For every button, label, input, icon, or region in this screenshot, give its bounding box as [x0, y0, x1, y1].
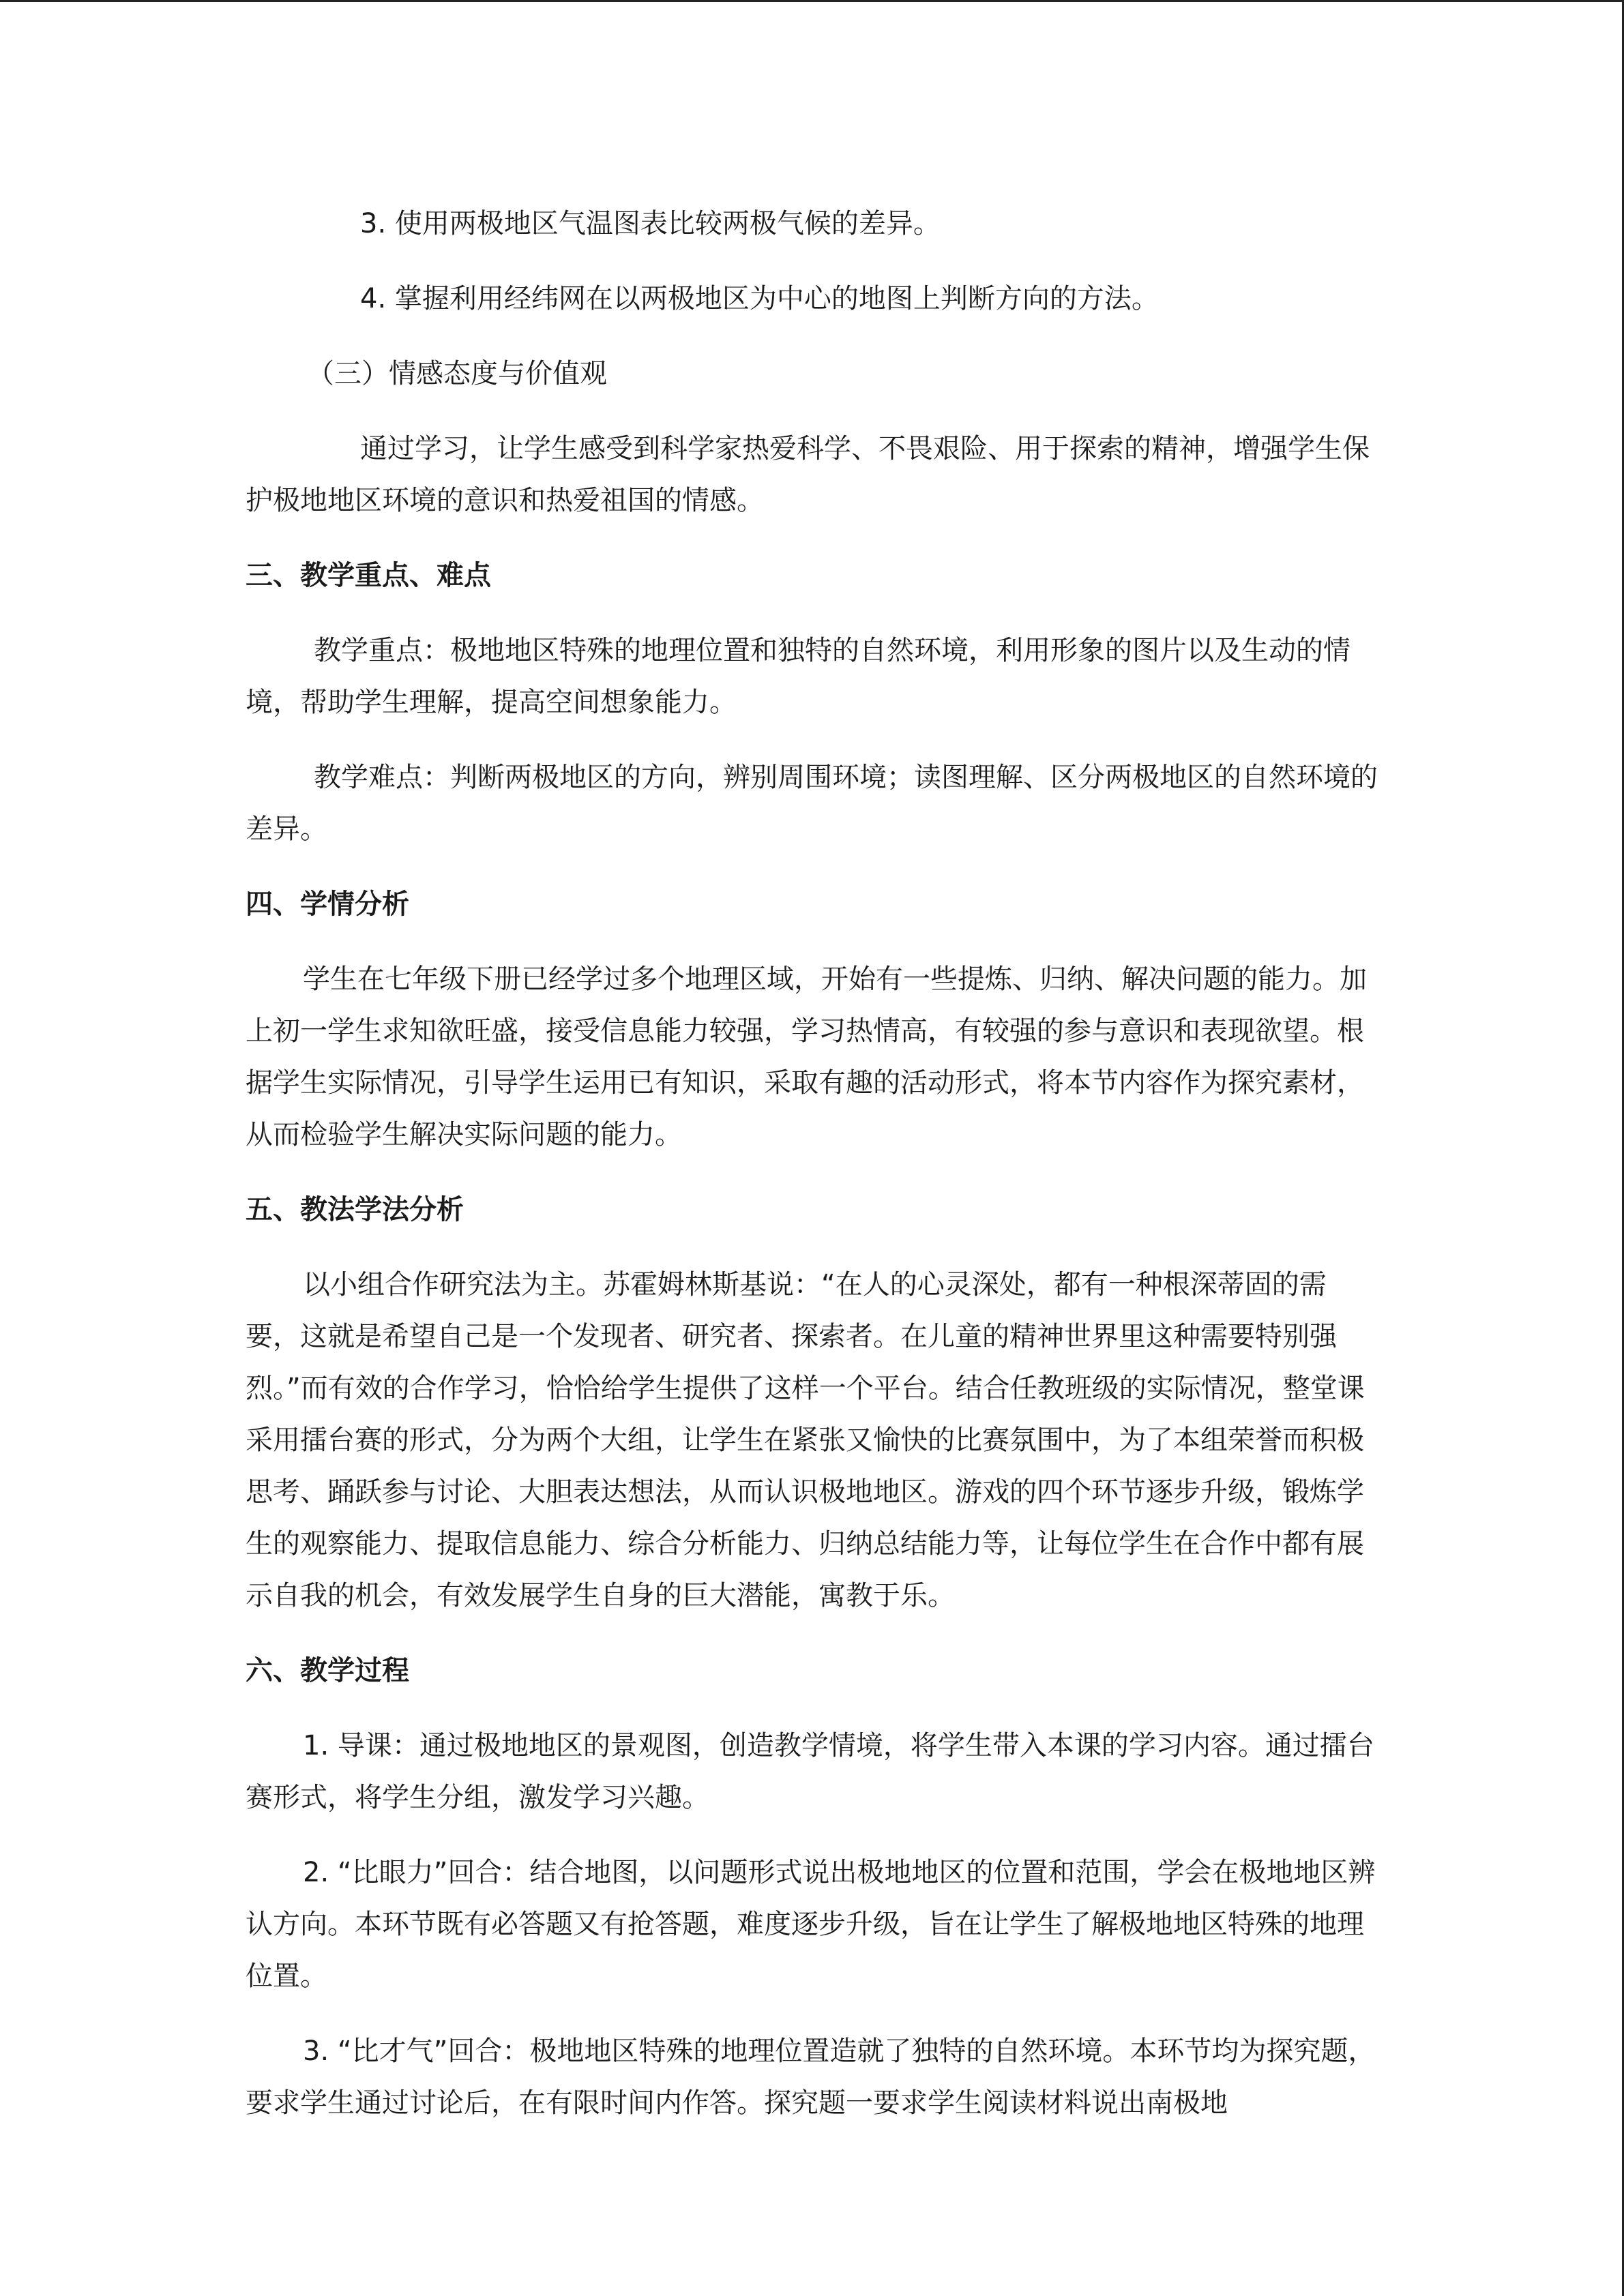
- objective-item-3: 3. 使用两极地区气温图表比较两极气候的差异。: [360, 208, 941, 239]
- objective-item-4: 4. 掌握利用经纬网在以两极地区为中心的地图上判断方向的方法。: [360, 283, 1159, 314]
- process-step-3: 3. “比才气”回合：极地地区特殊的地理位置造就了独特的自然环境。本环节均为探究题，要求学生通过讨论后，在有限时间内作答。探究题一要求学生阅读材料说出南极地: [246, 2036, 1376, 2119]
- emotion-paragraph: 通过学习，让学生感受到科学家热爱科学、不畏艰险、用于探索的精神，增强学生保护极地地区环境的意识和热爱祖国的情感。: [246, 433, 1370, 516]
- difficulty-paragraph: 教学难点：判断两极地区的方向，辨别周围环境；读图理解、区分两极地区的自然环境的差异。: [246, 762, 1378, 845]
- process-step-1: 1. 导课：通过极地地区的景观图，创造教学情境，将学生带入本课的学习内容。通过擂台赛形式，将学生分组，激发学习兴趣。: [246, 1730, 1374, 1813]
- document-body: [246, 198, 1378, 2152]
- teaching-method-paragraph: 以小组合作研究法为主。苏霍姆林斯基说：“在人的心灵深处，都有一种根深蒂固的需要，这就是希望自己是一个发现者、研究者、探索者。在儿童的精神世界里这种需要特别强烈。”而有效的合作学习，恰恰给学生提供了这样一个平台。结合任教班级的实际情况，整堂课采用擂台赛的形式，分为两个大组，让学生在紧张又愉快的比赛氛围中，为了本组荣誉而积极思考、踊跃参与讨论、大胆表达想法，从而认识极地地区。游戏的四个环节逐步升级，锻炼学生的观察能力、提取信息能力、综合分析能力、归纳总结能力等，让每位学生在合作中都有展示自我的机会，有效发展学生自身的巨大潜能，寓教于乐。: [246, 1269, 1365, 1611]
- section-3-heading: 三、教学重点、难点: [246, 560, 491, 591]
- process-step-2: 2. “比眼力”回合：结合地图，以问题形式说出极地地区的位置和范围，学会在极地地区辨认方向。本环节既有必答题又有抢答题，难度逐步升级，旨在让学生了解极地地区特殊的地理位置。: [246, 1857, 1376, 1992]
- key-point-paragraph: 教学重点：极地地区特殊的地理位置和独特的自然环境，利用形象的图片以及生动的情境，帮助学生理解，提高空间想象能力。: [246, 635, 1350, 718]
- section-6-heading: 六、教学过程: [246, 1655, 409, 1686]
- section-4-heading: 四、学情分析: [246, 889, 409, 920]
- emotion-subheading: （三）情感态度与价值观: [307, 358, 607, 389]
- page-border-top: [0, 0, 1624, 2]
- section-5-heading: 五、教法学法分析: [246, 1194, 464, 1225]
- student-analysis-paragraph: 学生在七年级下册已经学过多个地理区域，开始有一些提炼、归纳、解决问题的能力。加上初一学生求知欲旺盛，接受信息能力较强，学习热情高，有较强的参与意识和表现欲望。根据学生实际情况，引导学生运用已有知识，采取有趣的活动形式，将本节内容作为探究素材，从而检验学生解决实际问题的能力。: [246, 964, 1367, 1150]
